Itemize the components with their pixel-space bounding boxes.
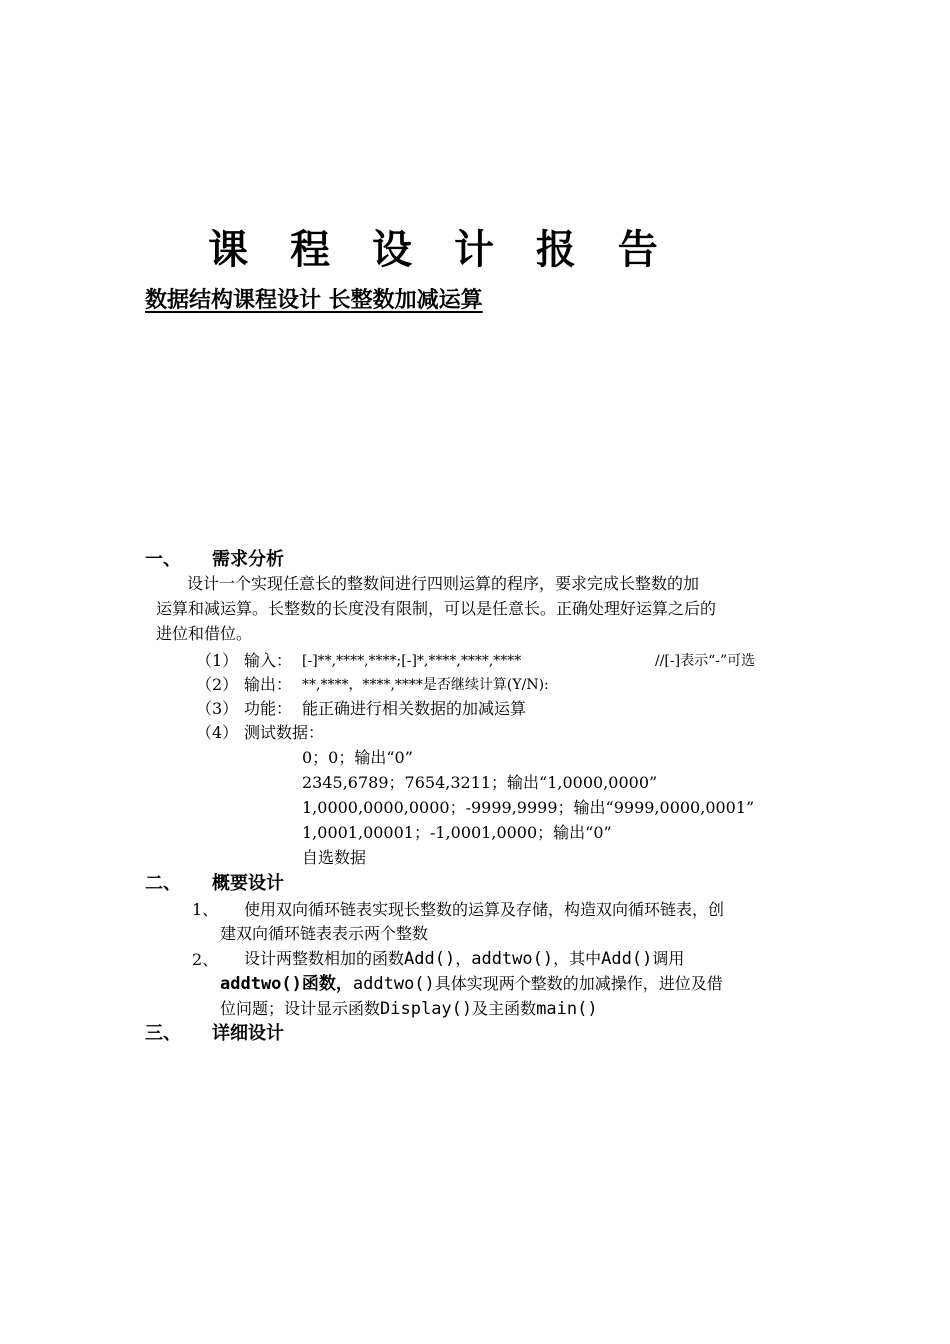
text-run: 设计两整数相加的函数 [244, 949, 405, 968]
page-subtitle: 数据结构课程设计 长整数加减运算 [145, 288, 483, 313]
test-data-line: 2345,6789；7654,3211；输出“1,0000,0000” [302, 773, 658, 792]
section-number: 三、 [145, 1023, 181, 1044]
list-comment: //[-]表示“-”可选 [655, 653, 756, 669]
list-number: 2、 [192, 950, 219, 969]
list-label: 测试数据： [244, 723, 325, 742]
paragraph-line: 建双向循环链表表示两个整数 [220, 924, 429, 943]
function-name: main() [536, 999, 598, 1019]
list-text: 能正确进行相关数据的加减运算 [302, 699, 527, 718]
text-run: ，其中 [553, 949, 602, 968]
paragraph-line: 运算和减运算。长整数的长度没有限制，可以是任意长。正确处理好运算之后的 [156, 599, 717, 618]
list-label: 功能： [244, 699, 293, 718]
text-run: ， [455, 949, 472, 968]
design-line-2b [220, 972, 723, 996]
page-title: 课 程 设 计 报 告 [208, 227, 672, 273]
section-title-requirements: 需求分析 [212, 549, 284, 570]
list-text: **,****，****,****是否继续计算(Y/N): [302, 677, 549, 693]
function-name: addtwo()函数， [220, 974, 353, 994]
text-run: 位问题；设计显示函数 [220, 999, 381, 1018]
paragraph-line: 进位和借位。 [156, 624, 253, 643]
list-label: 输出： [244, 675, 293, 694]
list-number: 1、 [192, 900, 219, 919]
text-run: 及主函数 [472, 999, 537, 1018]
function-name: Add() [601, 949, 653, 969]
section-title-overview: 概要设计 [212, 873, 284, 894]
text-run: 调用 [652, 949, 685, 968]
list-number: （1） [196, 651, 239, 670]
list-number: （4） [196, 723, 239, 742]
function-name: Display() [380, 999, 473, 1019]
test-data-line: 1,0001,00001；-1,0001,0000；输出“0” [302, 823, 612, 842]
list-label: 输入： [244, 651, 293, 670]
section-number: 一、 [145, 549, 181, 570]
list-number: （2） [196, 675, 239, 694]
function-name: addtwo() [471, 949, 554, 969]
function-name: addtwo() [352, 974, 435, 994]
test-data-line: 0；0；输出“0” [302, 748, 413, 767]
list-text: [-]**,****,****;[-]*,****,****,**** [302, 653, 522, 669]
function-name: Add() [404, 949, 456, 969]
paragraph-line: 设计一个实现任意长的整数间进行四则运算的程序，要求完成长整数的加 [187, 574, 700, 593]
text-run: 具体实现两个整数的加减操作，进位及借 [434, 974, 723, 993]
section-number: 二、 [145, 873, 181, 894]
section-title-detailed-design: 详细设计 [212, 1023, 284, 1044]
design-line-2a [244, 947, 684, 971]
test-data-line: 1,0000,0000,0000；-9999,9999；输出“9999,0000,0001” [302, 798, 755, 817]
design-line-2c [220, 997, 598, 1021]
paragraph-line: 使用双向循环链表实现长整数的运算及存储，构造双向循环链表，创 [244, 900, 725, 919]
list-number: （3） [196, 699, 239, 718]
test-data-line: 自选数据 [302, 848, 367, 867]
